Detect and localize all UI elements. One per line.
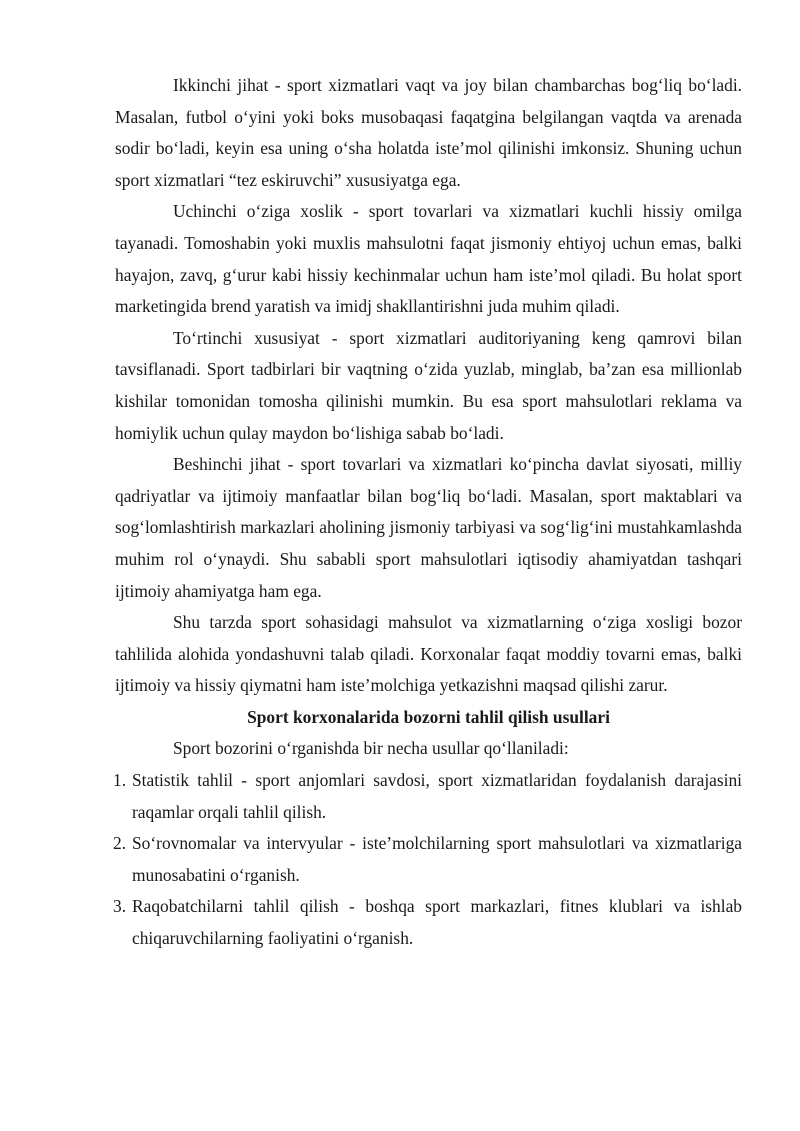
list-item-text: Statistik tahlil - sport anjomlari savdosi, sport xizmatlaridan foydalanish darajasini raqamlar orqali tahlil qilish. [132,770,742,822]
paragraph-third-feature: Uchinchi o‘ziga xoslik - sport tovarlari va xizmatlari kuchli hissiy omilga tayanadi. Tomoshabin yoki muxlis mahsulotni faqat jismoniy ehtiyoj uchun emas, balki hayajon, zavq, g‘urur kabi hissiy kechinmalar uchun ham iste’mol qiladi. Bu holat sport marketingida brend yaratish va imidj shakllantirishni juda muhim qiladi. [115,201,742,317]
paragraph-fourth-feature: To‘rtinchi xususiyat - sport xizmatlari auditoriyaning keng qamrovi bilan tavsiflanadi. Sport tadbirlari bir vaqtning o‘zida yuzlab, minglab, ba’zan esa millionlab kishilar tomonidan tomosha qilinishi mumkin. Bu esa sport mahsulotlari reklama va homiylik uchun qulay maydon bo‘lishiga sabab bo‘ladi. [115,327,742,443]
list-item-number: 3. [113,896,127,917]
section-heading: Sport korxonalarida bozorni tahlil qilish usullari [247,706,610,727]
paragraph-fifth-aspect: Beshinchi jihat - sport tovarlari va xizmatlari ko‘pincha davlat siyosati, milliy qadriyatlar va ijtimoiy manfaatlar bilan bog‘liq bo‘ladi. Masalan, sport maktablari va sog‘lomlashtirish markazlari aholining jismoniy tarbiyasi va sog‘lig‘ini mustahkamlashda muhim rol o‘ynaydi. Shu sababli sport mahsulotlari iqtisodiy ahamiyatdan tashqari ijtimoiy ahamiyatga ham ega. [115,454,742,601]
list-item [113,828,742,891]
list-item [113,765,742,828]
paragraph-second-aspect: Ikkinchi jihat - sport xizmatlari vaqt va joy bilan chambarchas bog‘liq bo‘ladi. Masalan, futbol o‘yini yoki boks musobaqasi faqatgina belgilangan vaqtda va arenada sodir bo‘ladi, keyin esa uning o‘sha holatda iste’mol qilinishi imkonsiz. Shuning uchun sport xizmatlari “tez eskiruvchi” xususiyatga ega. [115,75,742,190]
list-item-text: So‘rovnomalar va intervyular - iste’molchilarning sport mahsulotlari va xizmatlariga munosabatini o‘rganish. [132,833,742,885]
methods-intro: Sport bozorini o‘rganishda bir necha usullar qo‘llaniladi: [173,738,569,759]
list-item [113,891,742,954]
list-item-number: 1. [113,770,127,791]
list-item-number: 2. [113,833,127,854]
methods-list [115,765,742,955]
list-item-text: Raqobatchilarni tahlil qilish - boshqa sport markazlari, fitnes klublari va ishlab chiqaruvchilarning faoliyatini o‘rganish. [132,896,742,949]
paragraph-conclusion: Shu tarzda sport sohasidagi mahsulot va xizmatlarning o‘ziga xosligi bozor tahlilida alohida yondashuvni talab qiladi. Korxonalar faqat moddiy tovarni emas, balki ijtimoiy va hissiy qiymatni ham iste’molchiga yetkazishni maqsad qilishi zarur. [115,612,742,696]
document-page [115,70,742,955]
